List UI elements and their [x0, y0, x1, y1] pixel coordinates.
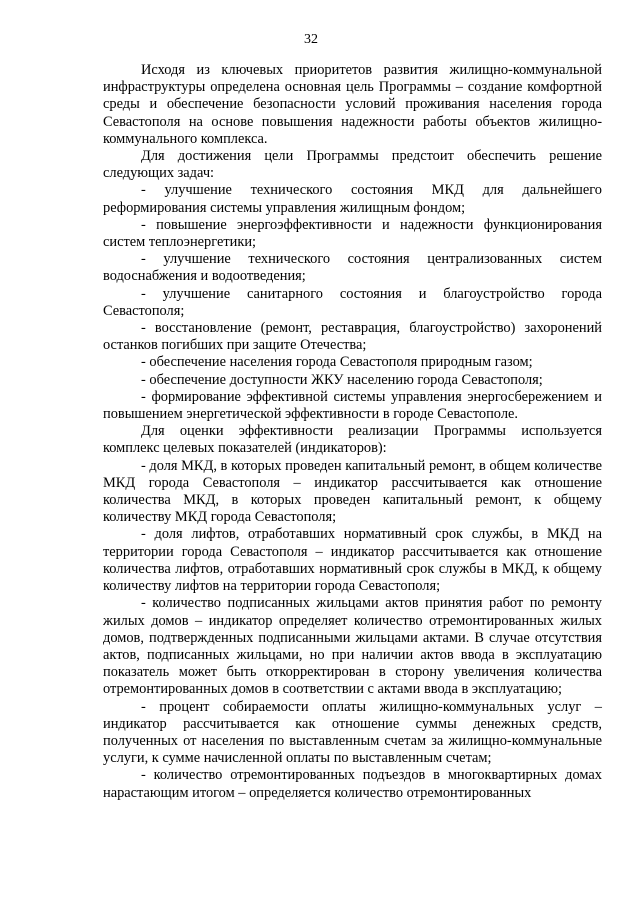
list-item-task: - улучшение технического состояния МКД для дальнейшего реформирования системы управления жилищным фондом;	[103, 182, 602, 216]
list-item-task: - повышение энергоэффективности и надежности функционирования систем теплоэнергетики;	[103, 216, 602, 251]
paragraph-program-goal: Исходя из ключевых приоритетов развития жилищно-коммунальной инфраструктуры определена основная цель Программы – создание комфортной среды и обеспечение безопасности условий проживания населения города Севастополя на основе повышения надежности работы объектов жилищно-коммунального комплекса.	[103, 62, 602, 147]
page-number: 32	[304, 32, 318, 47]
document-body	[103, 62, 602, 802]
list-item-task: - восстановление (ремонт, реставрация, благоустройство) захоронений останков погибших при защите Отечества;	[103, 320, 602, 354]
paragraph-indicators-intro: Для оценки эффективности реализации Программы используется комплекс целевых показателей (индикаторов):	[103, 423, 602, 457]
list-item-task: - формирование эффективной системы управления энергосбережением и повышением энергетической эффективности в городе Севастополе.	[103, 388, 602, 423]
list-item-indicator: - доля лифтов, отработавших нормативный срок службы, в МКД на территории города Севастополя – индикатор рассчитывается как отношение количества лифтов, отработавших нормативный срок службы в МКД, к общему количеству лифтов на территории города Севастополя;	[103, 526, 602, 595]
list-item-task: - обеспечение доступности ЖКУ населению города Севастополя;	[141, 371, 543, 388]
paragraph-tasks-intro: Для достижения цели Программы предстоит обеспечить решение следующих задач:	[103, 148, 602, 182]
list-item-indicator: - количество отремонтированных подъездов в многоквартирных домах нарастающим итогом – определяется количество отремонтированных	[103, 767, 602, 801]
list-item-task: - обеспечение населения города Севастополя природным газом;	[141, 354, 533, 371]
list-item-indicator: - количество подписанных жильцами актов принятия работ по ремонту жилых домов – индикатор определяет количество отремонтированных жилых домов, подтвержденных подписанными жильцами актами. В случае отсутствия актов, подписанных жильцами, но при наличии актов ввода в эксплуатацию показатель может быть откорректирован в сторону увеличения количества отремонтированных домов в соответствии с актами ввода в эксплуатацию;	[103, 595, 602, 698]
list-item-task: - улучшение санитарного состояния и благоустройство города Севастополя;	[103, 285, 602, 319]
list-item-indicator: - процент собираемости оплаты жилищно-коммунальных услуг – индикатор рассчитывается как отношение суммы денежных средств, полученных от населения по выставленным счетам за жилищно-коммунальные услуги, к сумме начисленной оплаты по выставленным счетам;	[103, 698, 602, 767]
list-item-task: - улучшение технического состояния централизованных систем водоснабжения и водоотведения;	[103, 251, 602, 285]
list-item-indicator: - доля МКД, в которых проведен капитальный ремонт, в общем количестве МКД города Севастополя – индикатор рассчитывается как отношение количества МКД, в которых проведен капитальный ремонт, к общему количеству МКД города Севастополя;	[103, 457, 602, 526]
